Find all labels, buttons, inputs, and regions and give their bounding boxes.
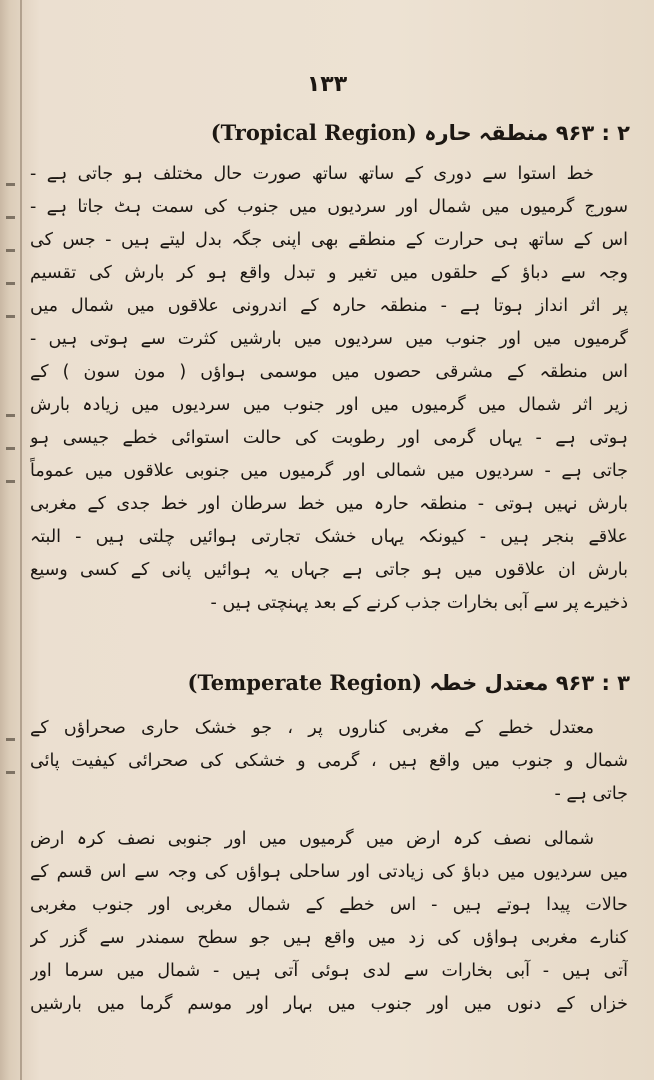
- margin-marks: [0, 0, 24, 1080]
- text-line: وجہ سے دباؤ کے حلقوں میں تغیر و تبدل واقع ہو کر بارش کی تقسیم: [30, 263, 628, 283]
- section-body-tropical: [30, 158, 628, 620]
- text-line: اس کے ساتھ ہی حرارت کے منطقے بھی اپنی جگہ بدل لیتے ہیں - جس کی: [30, 230, 628, 250]
- text-line: علاقے بنجر ہیں - کیونکہ یہاں خشک تجارتی ہوائیں چلتی ہیں - البتہ: [30, 527, 628, 547]
- heading-number: ۳ : ۹۶۳: [555, 671, 630, 695]
- text-line: حالات پیدا ہوتے ہیں - اس خطے کے شمال مغربی اور جنوب مغربی: [30, 895, 628, 915]
- text-line: پر اثر انداز ہوتا ہے - منطقہ حارہ کے اندرونی علاقوں میں شمال میں: [30, 296, 628, 316]
- text-line: سورج گرمیوں میں شمال اور سردیوں میں جنوب کی سمت ہٹ جاتا ہے -: [30, 197, 628, 217]
- heading-urdu: معتدل خطہ: [429, 671, 549, 695]
- text-line: شمالی نصف کرہ ارض میں گرمیوں میں اور جنوبی نصف کرہ ارض: [30, 829, 594, 849]
- heading-urdu: منطقہ حارہ: [424, 121, 549, 145]
- heading-english: (Tropical Region): [210, 120, 417, 145]
- heading-number: ۲ : ۹۶۳: [555, 121, 630, 145]
- text-line: خط استوا سے دوری کے ساتھ ساتھ صورت حال مختلف ہو جاتی ہے -: [30, 164, 594, 184]
- text-line: معتدل خطے کے مغربی کناروں پر ، جو خشک حاری صحراؤں کے: [30, 718, 594, 738]
- text-line: اس منطقہ کے مشرقی حصوں میں موسمی ہواؤں ( مون سون ) کے: [30, 362, 628, 382]
- section-heading-tropical: [30, 118, 630, 148]
- text-line: زیر اثر شمال میں گرمیوں میں اور جنوب میں سردیوں میں زیادہ بارش: [30, 395, 628, 415]
- text-line: شمال و جنوب میں واقع ہیں ، گرمی و خشکی کی صحرائی کیفیت پائی: [30, 751, 628, 771]
- section-heading-temperate: [30, 668, 630, 698]
- section-body-temperate: [30, 712, 628, 1021]
- text-line: آتی ہیں - آبی بخارات سے لدی ہوئی آتی ہیں - شمال میں سرما اور: [30, 961, 628, 981]
- page-number: ۱۳۳: [306, 72, 348, 97]
- heading-english: (Temperate Region): [187, 670, 423, 695]
- text-line: کنارے مغربی ہواؤں کی زد میں واقع ہیں جو سطح سمندر سے گزر کر: [30, 928, 628, 948]
- text-line: جاتی ہے - سردیوں میں شمالی اور گرمیوں میں جنوبی علاقوں میں عموماً: [30, 461, 628, 481]
- text-line: بارش ان علاقوں میں ہو جاتی ہے جہاں یہ ہوائیں پانی کے کسی وسیع: [30, 560, 628, 580]
- text-line: خزاں کے دنوں میں اور جنوب میں بہار اور موسم گرما میں بارشیں: [30, 994, 628, 1014]
- text-line: گرمیوں میں اور جنوب میں سردیوں میں بارشیں کثرت سے ہوتی ہیں -: [30, 329, 628, 349]
- text-line: ہوتی ہے - یہاں گرمی اور رطوبت کی حالت استوائی خطے جیسی ہو: [30, 428, 628, 448]
- text-line: جاتی ہے -: [554, 784, 628, 804]
- text-line: میں سردیوں میں دباؤ کی زیادتی اور ساحلی ہواؤں کی وجہ سے اس قسم کے: [30, 862, 628, 882]
- text-line: بارش نہیں ہوتی - منطقہ حارہ میں خط سرطان اور خط جدی کے مغربی: [30, 494, 628, 514]
- text-line: ذخیرے پر سے آبی بخارات جذب کرنے کے بعد پہنچتی ہیں -: [210, 593, 628, 613]
